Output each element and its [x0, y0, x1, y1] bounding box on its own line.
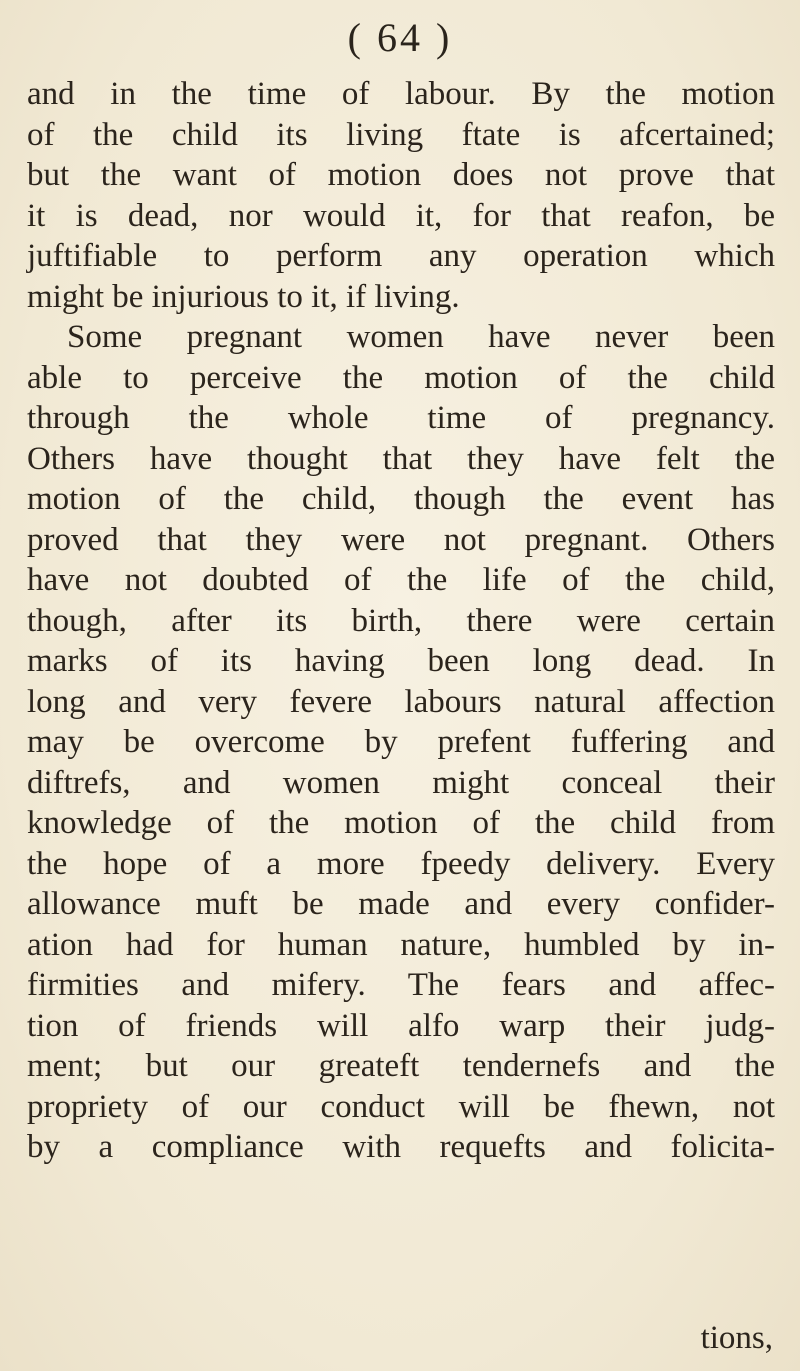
- text-line: have not doubted of the life of the child,: [27, 562, 775, 598]
- text-line: allowance muft be made and every confider-: [27, 886, 775, 922]
- text-line: through the whole time of pregnancy.: [27, 400, 775, 436]
- text-line: it is dead, nor would it, for that reafon, be: [27, 197, 775, 234]
- text-line: and in the time of labour. By the motion: [27, 76, 775, 112]
- text-line: propriety of our conduct will be fhewn, not: [27, 1088, 775, 1125]
- text-line: might be injurious to it, if living.: [27, 278, 460, 315]
- text-line: tion of friends will alfo warp their judg-: [27, 1007, 775, 1044]
- text-line: firmities and mifery. The fears and affec-: [27, 967, 775, 1003]
- text-line: motion of the child, though the event has: [27, 481, 775, 517]
- text-line: able to perceive the motion of the child: [27, 359, 775, 396]
- text-line: juftifiable to perform any operation which: [27, 238, 775, 274]
- text-line: Some pregnant women have never been: [67, 319, 775, 355]
- text-line: ment; but our greateft tendernefs and the: [27, 1048, 775, 1084]
- catchword: tions,: [700, 1320, 773, 1356]
- text-line: Others have thought that they have felt the: [27, 440, 775, 477]
- text-line: may be overcome by prefent fuffering and: [27, 724, 775, 760]
- text-line: though, after its birth, there were certain: [27, 602, 775, 639]
- text-line: the hope of a more fpeedy delivery. Every: [27, 845, 775, 882]
- text-line: marks of its having been long dead. In: [27, 643, 775, 679]
- text-line: knowledge of the motion of the child from: [27, 805, 775, 841]
- text-line: ation had for human nature, humbled by in-: [27, 926, 775, 963]
- text-line: proved that they were not pregnant. Others: [27, 521, 775, 558]
- text-line: but the want of motion does not prove that: [27, 157, 775, 193]
- text-line: by a compliance with requefts and folicita-: [27, 1129, 775, 1165]
- text-line: long and very fevere labours natural affection: [27, 683, 775, 720]
- text-line: diftrefs, and women might conceal their: [27, 764, 775, 801]
- body-text: [27, 74, 775, 1168]
- page-number: ( 64 ): [347, 15, 453, 60]
- text-line: of the child its living ftate is afcertained;: [27, 116, 775, 153]
